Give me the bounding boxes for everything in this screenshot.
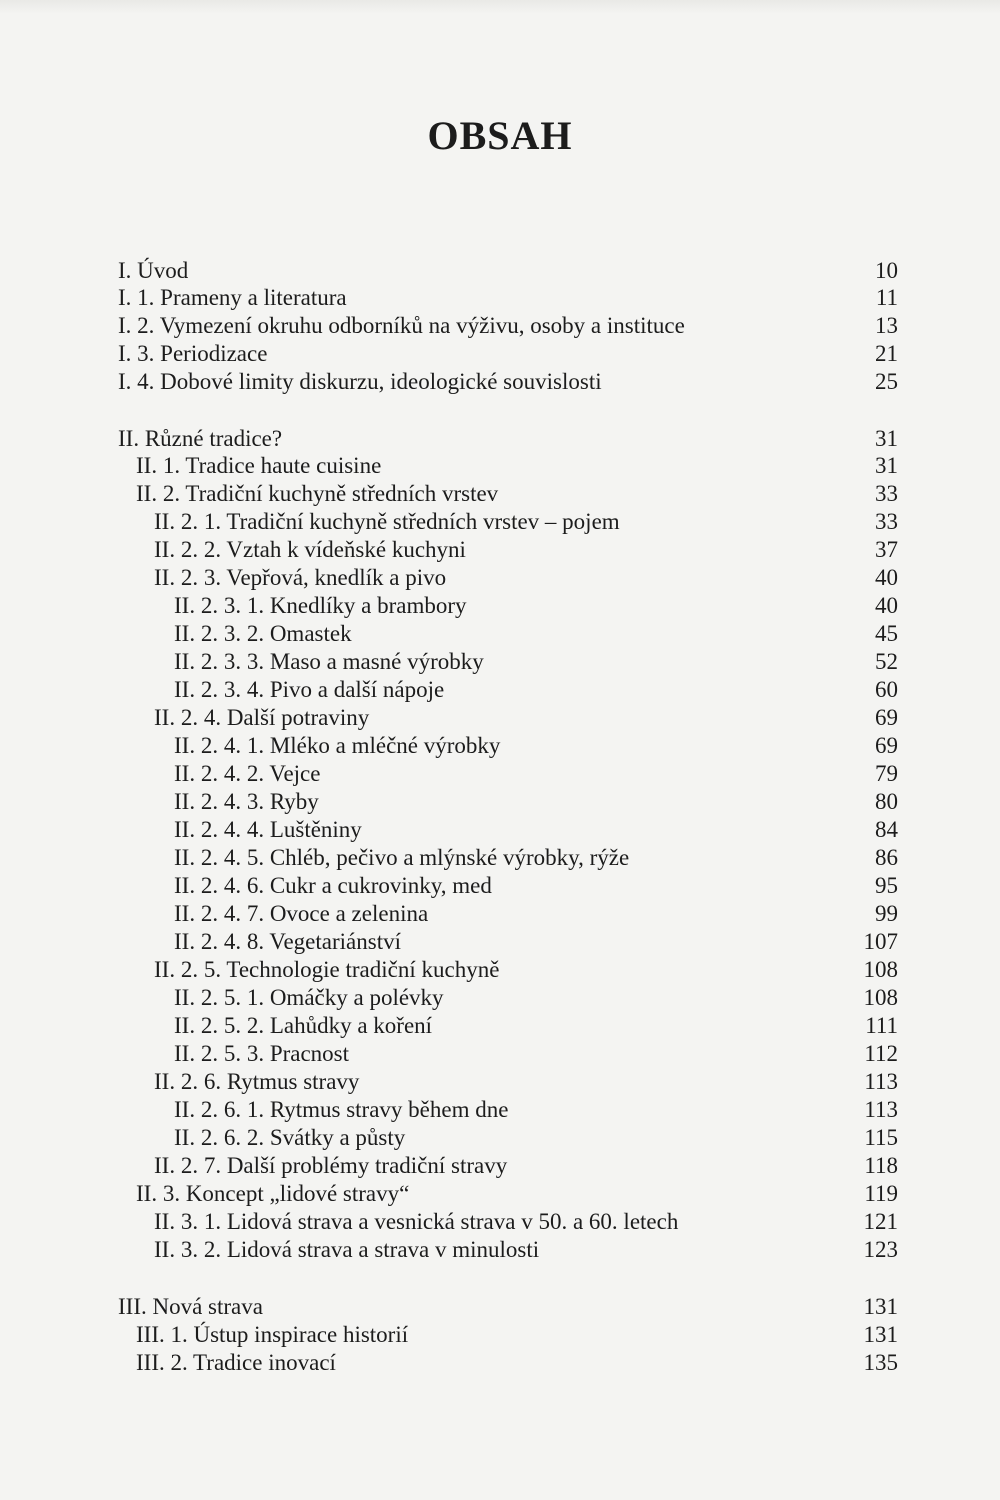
toc-entry-page: 69 bbox=[875, 733, 898, 758]
toc-entry bbox=[118, 256, 898, 286]
toc-entry bbox=[118, 1179, 898, 1209]
toc-entry-page: 10 bbox=[875, 258, 898, 283]
toc-entry-label: II. 3. Koncept „lidové stravy“ bbox=[136, 1181, 410, 1206]
toc-entry-label: I. Úvod bbox=[118, 258, 189, 283]
toc-entry-label: II. Různé tradice? bbox=[118, 426, 283, 451]
toc-entry bbox=[118, 563, 898, 593]
toc-entry-page: 69 bbox=[875, 705, 898, 730]
toc-entry-page: 52 bbox=[875, 649, 898, 674]
toc-entry-label: II. 2. 3. 4. Pivo a další nápoje bbox=[174, 677, 445, 702]
toc-entry-label: II. 2. 4. 7. Ovoce a zelenina bbox=[174, 901, 429, 926]
toc-entry-page: 95 bbox=[875, 873, 898, 898]
toc-entry-label: II. 2. 4. 3. Ryby bbox=[174, 789, 319, 814]
toc-entry-label: I. 4. Dobové limity diskurzu, ideologické souvislosti bbox=[118, 369, 602, 394]
toc-entry-label: II. 2. 1. Tradiční kuchyně středních vrstev – pojem bbox=[154, 509, 620, 534]
toc-entry bbox=[118, 1235, 898, 1265]
toc-entry-label: III. 1. Ústup inspirace historií bbox=[136, 1322, 409, 1347]
toc-entry bbox=[118, 899, 898, 929]
toc-entry-page: 108 bbox=[863, 957, 898, 982]
toc-entry-label: II. 2. 5. Technologie tradiční kuchyně bbox=[154, 957, 500, 982]
toc-entry-label: II. 2. 3. 1. Knedlíky a brambory bbox=[174, 593, 467, 618]
toc-entry bbox=[118, 311, 898, 341]
toc-entry-page: 84 bbox=[875, 817, 898, 842]
toc-entry-label: II. 3. 2. Lidová strava a strava v minulosti bbox=[154, 1237, 540, 1262]
toc-entry-page: 131 bbox=[863, 1322, 898, 1347]
toc-entry-label: I. 3. Periodizace bbox=[118, 341, 268, 366]
toc-entry bbox=[118, 675, 898, 705]
toc-entry-page: 13 bbox=[875, 313, 898, 338]
toc-entry-page: 113 bbox=[864, 1097, 898, 1122]
toc-entry-label: II. 2. 5. 2. Lahůdky a koření bbox=[174, 1013, 433, 1038]
toc-entry bbox=[118, 619, 898, 649]
toc-entry bbox=[118, 983, 898, 1013]
toc-entry bbox=[118, 451, 898, 481]
toc-entry-label: II. 2. 4. 2. Vejce bbox=[174, 761, 321, 786]
toc-entry bbox=[118, 1320, 898, 1350]
toc-entry-label: II. 2. 4. 5. Chléb, pečivo a mlýnské výrobky, rýže bbox=[174, 845, 630, 870]
toc-entry bbox=[118, 535, 898, 565]
toc-entry-page: 135 bbox=[863, 1350, 898, 1375]
toc-entry-label: II. 2. 7. Další problémy tradiční stravy bbox=[154, 1153, 508, 1178]
toc-entry-page: 108 bbox=[863, 985, 898, 1010]
toc-entry bbox=[118, 759, 898, 789]
toc-entry-label: II. 2. 5. 1. Omáčky a polévky bbox=[174, 985, 444, 1010]
toc-entry-page: 118 bbox=[864, 1153, 898, 1178]
toc-entry bbox=[118, 1207, 898, 1237]
toc-entry-label: I. 1. Prameny a literatura bbox=[118, 285, 347, 310]
toc-entry bbox=[118, 1151, 898, 1181]
toc-entry-label: II. 2. 4. 8. Vegetariánství bbox=[174, 929, 401, 954]
toc-entry-page: 119 bbox=[864, 1181, 898, 1206]
toc-entry bbox=[118, 787, 898, 817]
toc-entry-page: 33 bbox=[875, 509, 898, 534]
toc-entry-page: 25 bbox=[875, 369, 898, 394]
toc-entry bbox=[118, 647, 898, 677]
toc-entry-page: 40 bbox=[875, 593, 898, 618]
toc-entry bbox=[118, 955, 898, 985]
toc-entry bbox=[118, 1011, 898, 1041]
toc-entry-label: II. 2. 6. Rytmus stravy bbox=[154, 1069, 360, 1094]
toc-entry bbox=[118, 507, 898, 537]
toc-entry-page: 80 bbox=[875, 789, 898, 814]
toc-entry-label: II. 3. 1. Lidová strava a vesnická strava v 50. a 60. letech bbox=[154, 1209, 679, 1234]
toc-entry-label: II. 2. 4. 1. Mléko a mléčné výrobky bbox=[174, 733, 501, 758]
page-title: OBSAH bbox=[427, 113, 573, 158]
toc-entry bbox=[118, 479, 898, 509]
toc-entry-page: 33 bbox=[875, 481, 898, 506]
toc-entry-page: 112 bbox=[864, 1041, 898, 1066]
toc-entry-page: 107 bbox=[863, 929, 898, 954]
toc-entry bbox=[118, 1067, 898, 1097]
toc-entry-label: II. 2. Tradiční kuchyně středních vrstev bbox=[136, 481, 499, 506]
toc-entry bbox=[118, 591, 898, 621]
toc-entry bbox=[118, 927, 898, 957]
toc-entry-page: 31 bbox=[875, 453, 898, 478]
toc-entry bbox=[118, 1095, 898, 1125]
toc-entry bbox=[118, 843, 898, 873]
toc-entry bbox=[118, 1123, 898, 1153]
toc-entry-page: 111 bbox=[865, 1013, 898, 1038]
toc-entry bbox=[118, 424, 898, 454]
toc-entry-page: 37 bbox=[875, 537, 898, 562]
toc-entry-page: 121 bbox=[863, 1209, 898, 1234]
toc-entry bbox=[118, 367, 898, 397]
toc-entry-label: II. 2. 4. Další potraviny bbox=[154, 705, 370, 730]
toc-entry-label: III. 2. Tradice inovací bbox=[136, 1350, 336, 1375]
toc-entry bbox=[118, 339, 898, 369]
toc-entry-page: 115 bbox=[864, 1125, 898, 1150]
toc-entry bbox=[118, 1292, 898, 1322]
toc-entry-page: 131 bbox=[863, 1294, 898, 1319]
toc-entry bbox=[118, 1348, 898, 1378]
toc-entry bbox=[118, 1039, 898, 1069]
toc-entry-label: II. 2. 4. 4. Luštěniny bbox=[174, 817, 362, 842]
toc-entry-label: II. 2. 3. Vepřová, knedlík a pivo bbox=[154, 565, 447, 590]
toc-entry-label: II. 2. 4. 6. Cukr a cukrovinky, med bbox=[174, 873, 492, 898]
toc-entry-label: I. 2. Vymezení okruhu odborníků na výživu, osoby a instituce bbox=[118, 313, 685, 338]
toc-entry-page: 113 bbox=[864, 1069, 898, 1094]
toc-entry-page: 11 bbox=[875, 285, 898, 310]
toc-entry-label: II. 2. 6. 2. Svátky a půsty bbox=[174, 1125, 406, 1150]
toc-entry-page: 21 bbox=[875, 341, 898, 366]
toc-entry-label: II. 1. Tradice haute cuisine bbox=[136, 453, 382, 478]
toc-entry-page: 60 bbox=[875, 677, 898, 702]
toc-entry-label: II. 2. 3. 3. Maso a masné výrobky bbox=[174, 649, 484, 674]
toc-entry bbox=[118, 703, 898, 733]
toc-entry bbox=[118, 283, 898, 313]
toc-entry bbox=[118, 815, 898, 845]
toc-entry-page: 45 bbox=[875, 621, 898, 646]
toc-entry-page: 31 bbox=[875, 426, 898, 451]
toc-entry-page: 99 bbox=[875, 901, 898, 926]
toc-entry-page: 79 bbox=[875, 761, 898, 786]
toc-entry-label: II. 2. 6. 1. Rytmus stravy během dne bbox=[174, 1097, 509, 1122]
toc-entry bbox=[118, 871, 898, 901]
toc-entry-page: 40 bbox=[875, 565, 898, 590]
toc-entry-page: 123 bbox=[863, 1237, 898, 1262]
toc-entry bbox=[118, 731, 898, 761]
toc-entry-label: III. Nová strava bbox=[118, 1294, 263, 1319]
toc-entry-label: II. 2. 3. 2. Omastek bbox=[174, 621, 352, 646]
toc-entry-label: II. 2. 5. 3. Pracnost bbox=[174, 1041, 350, 1066]
toc-entry-label: II. 2. 2. Vztah k vídeňské kuchyni bbox=[154, 537, 466, 562]
toc-entry-page: 86 bbox=[875, 845, 898, 870]
